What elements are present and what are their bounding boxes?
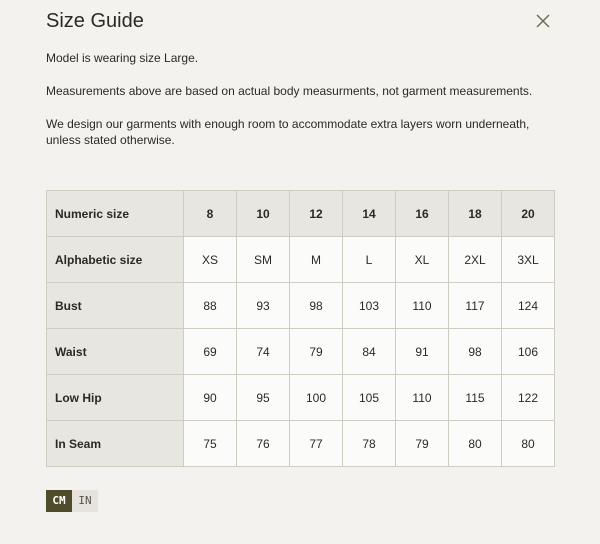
- modal-title: Size Guide: [46, 10, 144, 32]
- table-cell: 90: [184, 375, 237, 421]
- table-cell: 122: [502, 375, 555, 421]
- table-row-low-hip: [47, 375, 555, 421]
- table-cell: 110: [396, 283, 449, 329]
- table-cell: M: [290, 237, 343, 283]
- table-cell: 88: [184, 283, 237, 329]
- table-cell: 74: [237, 329, 290, 375]
- table-cell: 8: [184, 191, 237, 237]
- table-cell: XL: [396, 237, 449, 283]
- table-cell: 110: [396, 375, 449, 421]
- row-label: In Seam: [47, 421, 184, 467]
- table-cell: 77: [290, 421, 343, 467]
- table-cell: 98: [449, 329, 502, 375]
- table-cell: 3XL: [502, 237, 555, 283]
- table-cell: 79: [290, 329, 343, 375]
- table-cell: 69: [184, 329, 237, 375]
- table-cell: 117: [449, 283, 502, 329]
- table-cell: 79: [396, 421, 449, 467]
- table-cell: 20: [502, 191, 555, 237]
- table-cell: 18: [449, 191, 502, 237]
- table-cell: SM: [237, 237, 290, 283]
- table-cell: 78: [343, 421, 396, 467]
- table-cell: 124: [502, 283, 555, 329]
- table-row-waist: [47, 329, 555, 375]
- table-cell: 95: [237, 375, 290, 421]
- table-cell: 105: [343, 375, 396, 421]
- table-cell: 80: [449, 421, 502, 467]
- table-cell: 91: [396, 329, 449, 375]
- table-row-in-seam: [47, 421, 555, 467]
- size-table: [46, 190, 555, 467]
- table-cell: 10: [237, 191, 290, 237]
- fit-note: We design our garments with enough room to accommodate extra layers worn underneath, unless stated otherwise.: [46, 117, 530, 147]
- table-cell: 100: [290, 375, 343, 421]
- table-cell: 103: [343, 283, 396, 329]
- table-row-alphabetic-size: [47, 237, 555, 283]
- row-label: Numeric size: [47, 191, 184, 237]
- measurement-note: Measurements above are based on actual body measurments, not garment measurements.: [46, 84, 533, 98]
- table-cell: 106: [502, 329, 555, 375]
- table-row-bust: [47, 283, 555, 329]
- close-button[interactable]: [531, 9, 555, 33]
- table-cell: 12: [290, 191, 343, 237]
- table-cell: XS: [184, 237, 237, 283]
- unit-cm-button[interactable]: CM: [46, 490, 72, 512]
- table-cell: L: [343, 237, 396, 283]
- row-label: Low Hip: [47, 375, 184, 421]
- table-cell: 98: [290, 283, 343, 329]
- table-cell: 76: [237, 421, 290, 467]
- table-cell: 16: [396, 191, 449, 237]
- close-icon: [531, 9, 555, 33]
- table-row-numeric-size: [47, 191, 555, 237]
- table-cell: 93: [237, 283, 290, 329]
- model-size-note: Model is wearing size Large.: [46, 51, 199, 65]
- table-cell: 2XL: [449, 237, 502, 283]
- table-cell: 84: [343, 329, 396, 375]
- unit-toggle: [46, 490, 98, 512]
- table-cell: 75: [184, 421, 237, 467]
- table-cell: 80: [502, 421, 555, 467]
- table-cell: 115: [449, 375, 502, 421]
- row-label: Bust: [47, 283, 184, 329]
- unit-in-button[interactable]: IN: [72, 490, 98, 512]
- row-label: Alphabetic size: [47, 237, 184, 283]
- row-label: Waist: [47, 329, 184, 375]
- table-cell: 14: [343, 191, 396, 237]
